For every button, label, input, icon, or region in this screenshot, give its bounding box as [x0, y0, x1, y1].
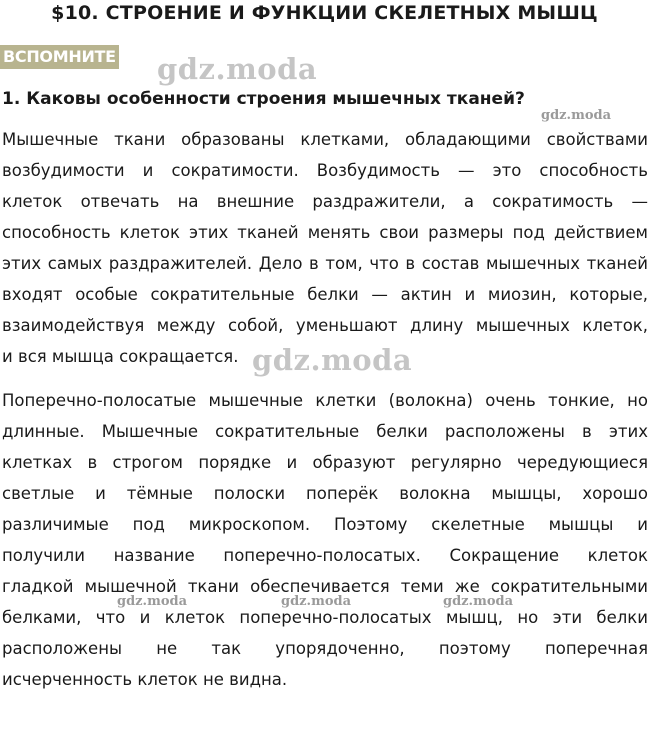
- paragraph-line: Мышечные ткани образованы клетками, обладающими свойствами: [2, 130, 648, 149]
- paragraph-line: возбудимости и сократимости. Возбудимость — это способность: [2, 161, 648, 180]
- question-heading: 1. Каковы особенности строения мышечных тканей?: [2, 89, 525, 109]
- paragraph-line: входят особые сократительные белки — актин и миозин, которые,: [2, 285, 648, 304]
- watermark-small: gdz.moda: [443, 594, 514, 609]
- watermark-large: gdz.moda: [157, 52, 318, 86]
- recall-badge: ВСПОМНИТЕ: [0, 45, 119, 69]
- paragraph-line: длинные. Мышечные сократительные белки расположены в этих: [2, 422, 648, 441]
- watermark-small: gdz.moda: [541, 108, 612, 123]
- paragraph-line: расположены не так упорядоченно, поэтому поперечная: [2, 639, 648, 658]
- paragraph-line: и вся мышца сокращается.: [2, 347, 239, 366]
- paragraph-1: [2, 124, 648, 372]
- watermark-large: gdz.moda: [252, 343, 413, 377]
- watermark-small: gdz.moda: [117, 594, 188, 609]
- paragraph-line: взаимодействуя между собой, уменьшают длину мышечных клеток,: [2, 316, 648, 335]
- paragraph-line: Поперечно-полосатые мышечные клетки (волокна) очень тонкие, но: [2, 391, 648, 410]
- paragraph-line: получили название поперечно-полосатых. Сокращение клеток: [2, 546, 648, 565]
- paragraph-line: клетках в строгом порядке и образуют регулярно чередующиеся: [2, 453, 648, 472]
- paragraph-line: белками, что и клеток поперечно-полосатых мышц, но эти белки: [2, 608, 648, 627]
- paragraph-line: гладкой мышечной ткани обеспечивается теми же сократительными: [2, 577, 648, 596]
- watermark-small: gdz.moda: [281, 594, 352, 609]
- paragraph-line: различимые под микроскопом. Поэтому скелетные мышцы и: [2, 515, 648, 534]
- paragraph-line: светлые и тёмные полоски поперёк волокна мышцы, хорошо: [2, 484, 648, 503]
- section-title: $10. СТРОЕНИЕ И ФУНКЦИИ СКЕЛЕТНЫХ МЫШЦ: [51, 2, 598, 24]
- paragraph-line: способность клеток этих тканей менять свои размеры под действием: [2, 223, 648, 242]
- paragraph-line: клеток отвечать на внешние раздражители, а сократимость —: [2, 192, 648, 211]
- paragraph-2: [2, 385, 648, 695]
- paragraph-line: исчерченность клеток не видна.: [2, 670, 288, 689]
- paragraph-line: этих самых раздражителей. Дело в том, что в состав мышечных тканей: [2, 254, 648, 273]
